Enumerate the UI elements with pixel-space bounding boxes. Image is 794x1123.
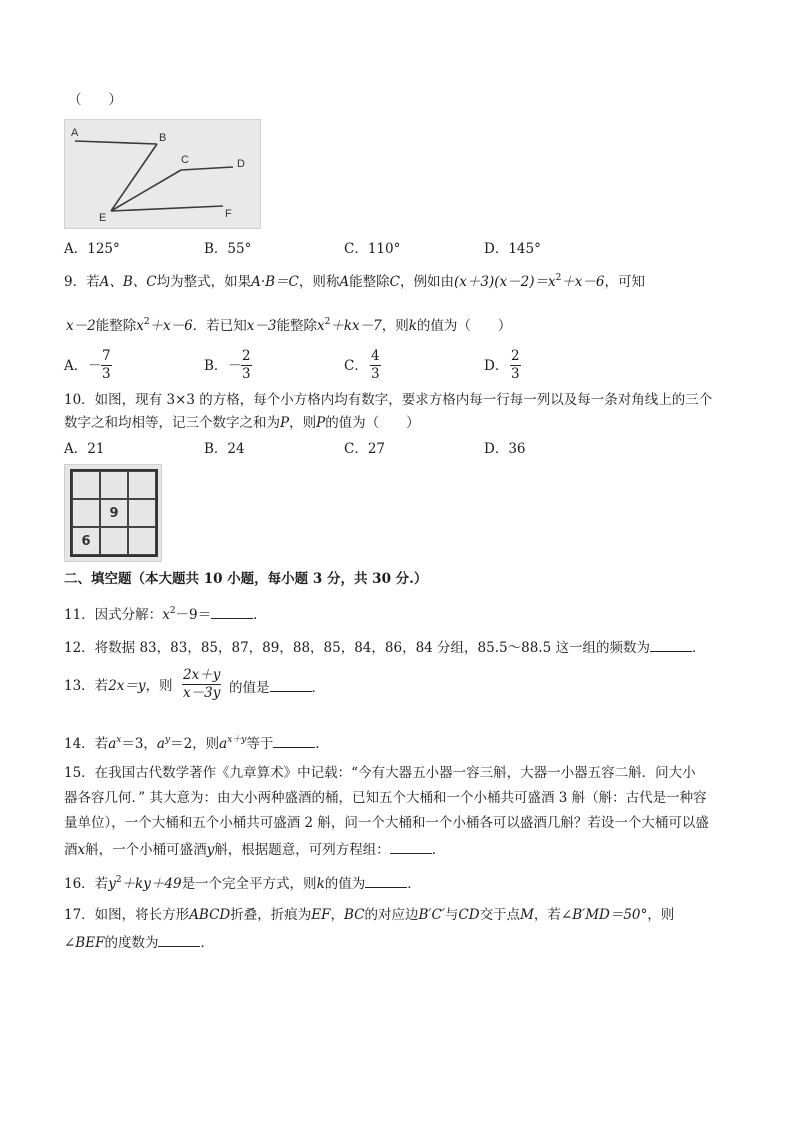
grid-cell: 6 [72,527,100,555]
section-heading: 二、填空题（本大题共 10 小题，每小题 3 分，共 30 分.） [64,571,428,587]
q8-option-d: D．145° [484,241,541,257]
q9-option-c-label: C． [344,358,368,374]
q9-option-b-label: B． [204,358,228,374]
q9-line1: 9．若A、B、C均为整式，如果A·B＝C，则称A能整除C，例如由$(x+3)(x-2)=x^2+x-6$，可知 [64,273,646,290]
q8-bracket: （ ） [68,92,122,108]
magic-square-figure [64,464,162,562]
label-f: F [225,208,232,220]
grid-cell [128,527,156,555]
q10-option-b: B．24 [204,441,245,457]
q9-option-b-sign: － [228,358,242,374]
label-e: E [99,212,107,224]
answer-blank[interactable] [365,873,407,888]
q12: 12．将数据 83，83，85，87，89，88，85，84，86，84 分组，85.5～88.5 这一组的频数为 ． [64,637,705,657]
grid-cell [128,499,156,527]
grid-cell [72,471,100,499]
grid-cell: 9 [100,499,128,527]
grid-cell [128,471,156,499]
q11: 11．因式分解：$x^2-9=$ ． [64,606,267,623]
magic-square-grid [70,469,158,557]
q9-option-a-label: A． [64,358,88,374]
answer-blank[interactable] [211,604,253,619]
label-d: D [237,158,245,170]
q10-option-a: A．21 [64,441,105,457]
q15-line4: 酒x斛，一个小桶可盛酒y斛，根据题意，可列方程组： ． [64,839,445,859]
q10-option-d: D．36 [484,441,526,457]
q14: 14．若$a^x=3$，$a^y=2$，则$a^{x+y}$等于 ． [64,735,329,752]
q8-option-c: C．110° [344,241,401,257]
q15-line2: 器各容几何．” 其大意为：由大小两种盛酒的桶，已知五个大桶和一个小桶共可盛酒 3 斛（斛：古代是一种容 [64,790,707,806]
answer-blank[interactable] [650,637,692,652]
q8-figure [64,119,261,229]
q9-option-b-fraction: $\frac{2}{3}$ [242,348,251,382]
q13-fraction: $\frac{2x+y}{x-3y}$ [183,667,221,701]
q13-suffix: 的值是 ． [229,677,325,697]
answer-blank[interactable] [158,932,200,947]
q16: 16．若$y^2+ky+49$是一个完全平方式，则k的值为 ． [64,875,421,892]
q10-line2: 数字之和均相等，记三个数字之和为P，则P的值为（ ） [64,415,420,431]
q9-option-d-label: D． [484,358,509,374]
q10-line1: 10．如图，现有 3×3 的方格，每个小方格内均有数字，要求方格内每一行每一列以及每一条对角线上的三个 [64,392,713,408]
label-a: A [71,127,79,139]
answer-blank[interactable] [270,677,312,692]
answer-blank[interactable] [390,839,432,854]
answer-blank[interactable] [273,733,315,748]
q9-line2: x－2能整除$x^2+x-6$．若已知x－3能整除$x^2+kx-7$，则k的值为（ ） [66,317,512,334]
grid-cell [100,527,128,555]
q9-option-a-fraction: $\frac{7}{3}$ [102,348,111,382]
grid-cell [72,499,100,527]
q10-option-c: C．27 [344,441,386,457]
q8-option-b: B．55° [204,241,252,257]
q17-line2: ∠BEF的度数为 ． [64,932,214,952]
label-c: C [181,154,189,166]
angle-diagram [65,120,260,228]
q9-option-c-fraction: $\frac{4}{3}$ [371,348,380,382]
q9-option-a-sign: － [88,358,102,374]
q8-option-a: A．125° [64,241,120,257]
grid-cell [100,471,128,499]
q15-line3: 量单位），一个大桶和五个小桶共可盛酒 2 斛，问一个大桶和一个小桶各可以盛酒几斛？若设一个大桶可以盛 [64,815,709,831]
q13-prefix: 13．若2x＝y，则 [64,678,173,694]
q17-line1: 17．如图，将长方形ABCD折叠，折痕为EF，BC的对应边B′C′与CD交于点M，若∠B′MD＝50°，则 [64,907,675,923]
label-b: B [159,132,167,144]
q15-line1: 15．在我国古代数学著作《九章算术》中记载：“今有大器五小器一容三斛，大器一小器五容二斛．问大小 [64,765,696,781]
q9-option-d-fraction: $\frac{2}{3}$ [511,348,520,382]
